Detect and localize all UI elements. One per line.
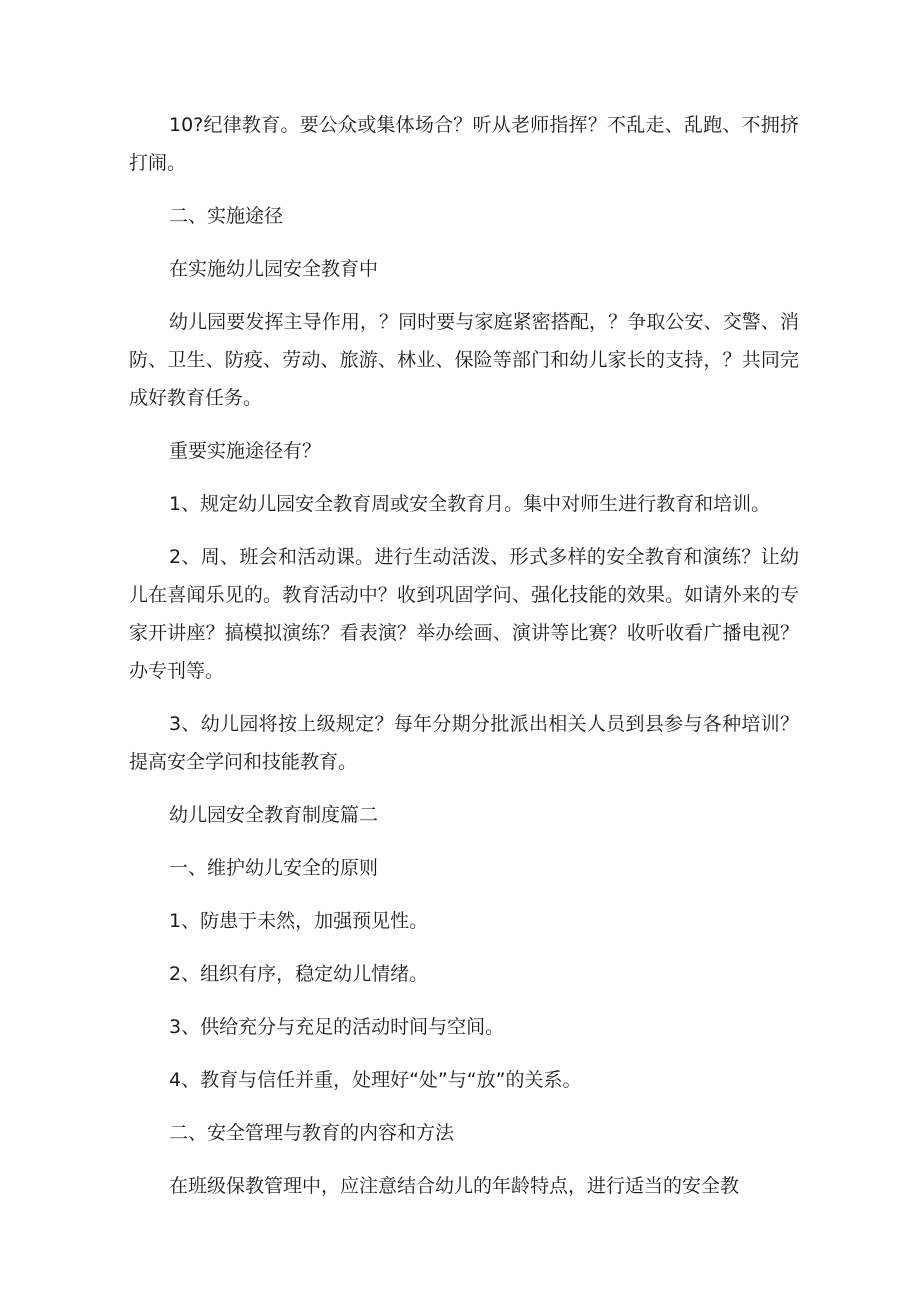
principle-item-3: 3、供给充分与充足的活动时间与空间。 [169, 1016, 505, 1038]
list-item-1-safety-week: 1、规定幼儿园安全教育周或安全教育月。集中对师生进行教育和培训。 [169, 493, 771, 515]
document-body [129, 106, 799, 1220]
list-item-3-training: 3、幼儿园将按上级规定？每年分期分批派出相关人员到县参与各种培训？提高安全学问和技能教育。 [129, 713, 799, 773]
principle-item-4: 4、教育与信任并重，处理好“处”与“放”的关系。 [169, 1069, 582, 1091]
section-title-part-two: 幼儿园安全教育制度篇二 [169, 804, 379, 826]
heading-implementation-approach: 二、实施途径 [169, 205, 284, 227]
heading-safety-principles: 一、维护幼儿安全的原则 [169, 857, 379, 879]
list-item-2-class-activities: 2、周、班会和活动课。进行生动活泼、形式多样的安全教育和演练？让幼儿在喜闻乐见的。教育活动中？收到巩固学问、强化技能的效果。如请外来的专家开讲座？搞模拟演练？看表演？举办绘画、演讲等比赛？收听收看广播电视？办专刊等。 [129, 546, 799, 682]
paragraph-main-approaches: 重要实施途径有？ [169, 440, 322, 462]
principle-item-1: 1、防患于未然，加强预见性。 [169, 910, 429, 932]
paragraph-leading-role: 幼儿园要发挥主导作用，？同时要与家庭紧密搭配，？争取公安、交警、消防、卫生、防疫、劳动、旅游、林业、保险等部门和幼儿家长的支持，？共同完成好教育任务。 [129, 311, 799, 409]
heading-content-and-methods: 二、安全管理与教育的内容和方法 [169, 1122, 455, 1144]
principle-item-2: 2、组织有序，稳定幼儿情绪。 [169, 963, 429, 985]
paragraph-discipline-education: 10?纪律教育。要公众或集体场合？听从老师指挥？不乱走、乱跑、不拥挤打闹。 [129, 114, 799, 174]
paragraph-class-management: 在班级保教管理中，应注意结合幼儿的年龄特点，进行适当的安全教 [169, 1175, 740, 1197]
paragraph-implementing-intro: 在实施幼儿园安全教育中 [169, 258, 379, 280]
